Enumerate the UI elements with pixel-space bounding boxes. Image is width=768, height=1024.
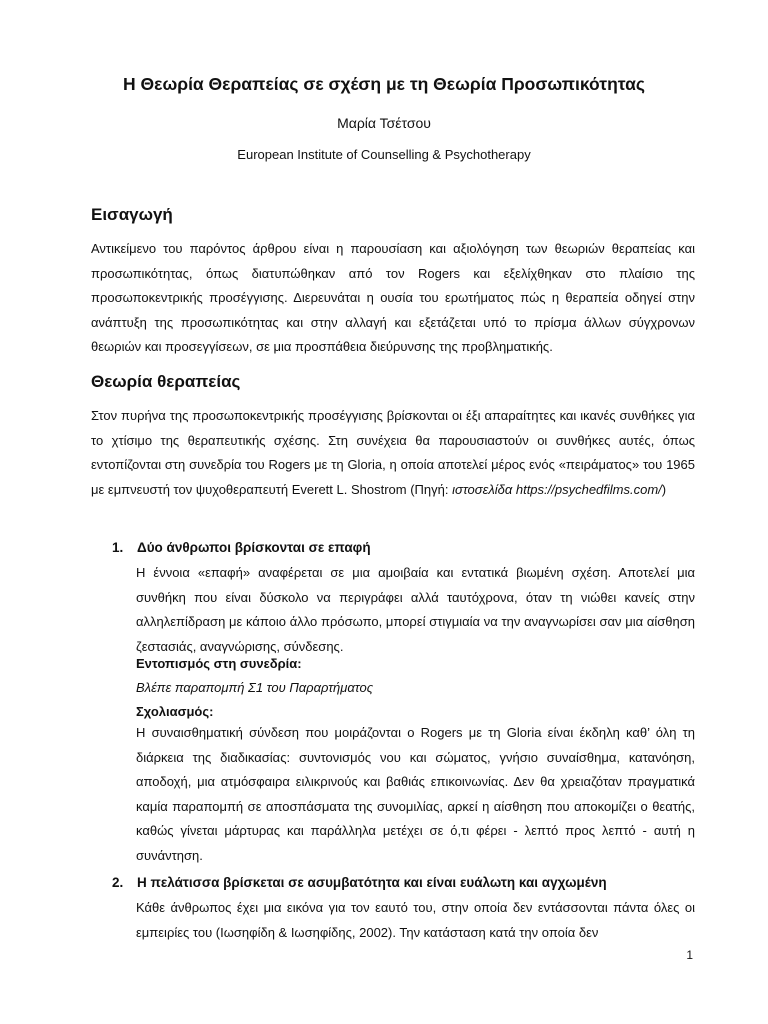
- therapy-paragraph: [91, 404, 695, 502]
- list-item-number: 1.: [112, 540, 124, 555]
- list-item-body-1: Η έννοια «επαφή» αναφέρεται σε μια αμοιβαία και εντατικά βιωμένη σχέση. Αποτελεί μια συνθήκη που είναι δύσκολο να περιγράφει αλλά ταυτόχρονα, όταν τη νιώθει κανείς στην αλληλεπίδραση με κάποιο άλλο πρόσωπο, μπορεί στιγμιαία να την αναγνωρίσει σαν μια αίσθηση ζεστασιάς, αναγνώρισης, σύνδεσης.: [136, 565, 695, 654]
- source-reference: ιστοσελίδα https://psychedfilms.com/: [452, 481, 662, 497]
- list-item-body-2: Κάθε άνθρωπος έχει μια εικόνα για τον εαυτό του, στην οποία δεν εντάσσονται πάντα όλες οι εμπειρίες του (Ιωσηφίδη & Ιωσηφίδης, 2002). Την κατάσταση κατά την οποία δεν: [136, 900, 695, 940]
- list-item-title: Δύο άνθρωποι βρίσκονται σε επαφή: [137, 540, 371, 555]
- section-heading-therapy-theory: Θεωρία θεραπείας: [91, 372, 241, 391]
- list-item-number: 2.: [112, 875, 124, 890]
- intro-paragraph: Αντικείμενο του παρόντος άρθρου είναι η παρουσίαση και αξιολόγηση των θεωριών θεραπείας και προσωπικότητας, όπως διατυπώθηκαν από τον Rogers και εξελίχθηκαν στο πλαίσιο της προσωποκεντρικής προσέγγισης. Διερευνάται η ουσία του ερωτήματος πώς η θεραπεία οδηγεί στην ανάπτυξη της προσωπικότητας και στην αλλαγή και εξετάζεται υπό το πρίσμα άλλων σύγχρονων θεωριών και προσεγγίσεων, σε μια προσπάθεια διεύρυνσης της προβληματικής.: [91, 241, 695, 355]
- therapy-paragraph-text: Στον πυρήνα της προσωποκεντρικής προσέγγισης βρίσκονται οι έξι απαραίτητες και ικανές συνθήκες για το χτίσιμο της θεραπευτικής σχέσης. Στη συνέχεια θα παρουσιαστούν οι συνθήκες αυτές, όπως εντοπίζονται στη συνεδρία του Rogers με τη Gloria, η οποία αποτελεί μέρος ενός «πειράματος» του 1965 με εμπνευστή τον ψυχοθεραπευτή Everett L. Shostrom (Πηγή:: [91, 408, 695, 497]
- section-heading-intro: Εισαγωγή: [91, 205, 173, 224]
- list-item-heading-1: [112, 540, 371, 555]
- page-number: 1: [686, 948, 693, 962]
- location-label: Εντοπισμός στη συνεδρία:: [136, 656, 302, 671]
- comment-paragraph: Η συναισθηματική σύνδεση που μοιράζονται ο Rogers με τη Gloria είναι έκδηλη καθ’ όλη τη διάρκεια της διαδικασίας: συντονισμός νου και σώματος, γνήσιο συναίσθημα, κατανόηση, αποδοχή, μια ατμόσφαιρα ειλικρινούς και βαθιάς επικοινωνίας. Δεν θα χρειαζόταν πραγματικά καμία παραπομπή σε αποσπάσματα της συνομιλίας, αρκεί η αίσθηση που αποκομίζει ο θεατής, καθώς γίνεται μάρτυρας και παράλληλα μετέχει σε ό,τι φέρει - λεπτό προς λεπτό - αυτή η συνάντηση.: [136, 725, 695, 863]
- document-title: Η Θεωρία Θεραπείας σε σχέση με τη Θεωρία Προσωπικότητας: [123, 74, 645, 94]
- author-name: Μαρία Τσέτσου: [337, 115, 431, 131]
- author-affiliation: European Institute of Counselling & Psychotherapy: [237, 147, 531, 162]
- comment-label: Σχολιασμός:: [136, 704, 214, 719]
- list-item-heading-2: [112, 875, 607, 890]
- list-item-title: Η πελάτισσα βρίσκεται σε ασυμβατότητα και είναι ευάλωτη και αγχωμένη: [137, 875, 607, 890]
- therapy-paragraph-end: ): [661, 481, 667, 497]
- location-reference: Βλέπε παραπομπή Σ1 του Παραρτήματος: [136, 680, 374, 695]
